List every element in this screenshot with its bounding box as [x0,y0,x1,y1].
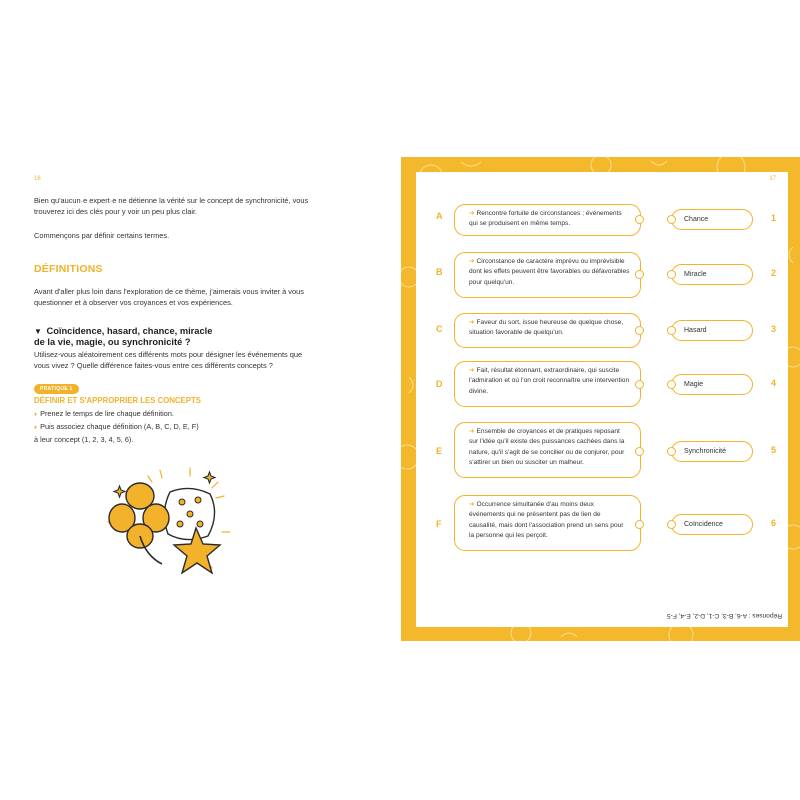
arrow-right-icon: ➜ [469,258,475,265]
connector-dot-right[interactable] [667,380,676,389]
row-number: 3 [771,324,777,334]
arrow-right-icon: ➜ [469,367,475,374]
definition-box: ➜ Ensemble de croyances et de pratiques reposant sur l'idée qu'il existe des puissances cachées dans la nature, qu'il s'agit de se concilier ou de conjurer, pour s'attirer un bien ou susciter un malheur. [454,422,641,478]
row-letter: C [436,324,443,334]
term-box: Magie [671,374,753,395]
pratique-steps [34,408,234,445]
pratique-title: DÉFINIR ET S'APPROPRIER LES CONCEPTS [34,396,201,405]
question-paragraph: Utilisez-vous aléatoirement ces différents mots pour désigner les événements que vous vivez ? Quelle différence faites-vous entre ces différents concepts ? [34,350,303,371]
definition-box: ➜ Circonstance de caractère imprévu ou imprévisible dont les effets peuvent être favorables ou défavorables pour quelqu'un. [454,252,641,298]
connector-dot-left[interactable] [635,520,644,529]
definition-box: ➜ Occurrence simultanée d'au moins deux événements qui ne présentent pas de lien de causalité, mais dont l'association prend un sens pour la personne qui les perçoit. [454,495,641,551]
definition-box: ➜ Fait, résultat étonnant, extraordinaire, qui suscite l'admiration et où l'on croit reconnaître une intervention divine. [454,361,641,407]
definitions-heading: DÉFINITIONS [34,263,103,275]
concepts-subheading [34,326,224,348]
row-number: 6 [771,518,777,528]
intro-paragraph: Bien qu'aucun·e expert·e ne détienne la vérité sur le concept de synchronicité, vous trouverez ici des clés pour y voir un peu plus clair. [34,196,309,217]
arrow-right-icon: ➜ [469,319,475,326]
definition-box: ➜ Faveur du sort, issue heureuse de quelque chose, situation favorable de quelqu'un. [454,313,641,348]
connector-dot-right[interactable] [667,270,676,279]
diamond-bullet-icon: ♦ [34,425,38,431]
term-box: Chance [671,209,753,230]
pratique-badge: PRATIQUE 1 [34,384,79,394]
connector-dot-left[interactable] [635,270,644,279]
subheading-text: Coïncidence, hasard, chance, miracle de la vie, magie, ou synchronicité ? [34,326,213,347]
connector-dot-left[interactable] [635,326,644,335]
row-number: 2 [771,268,777,278]
answers-upside-down: Réponses : A-6, B-3, C-1, D-2, E-4, F-5 [666,612,782,619]
row-number: 4 [771,378,777,388]
row-letter: E [436,446,443,456]
term-box: Miracle [671,264,753,285]
connector-dot-right[interactable] [667,215,676,224]
step-1: ♦ Prenez le temps de lire chaque définition. [34,409,174,418]
page-number-left: 16 [34,176,41,182]
term-box: Coïncidence [671,514,753,535]
exploration-paragraph: Avant d'aller plus loin dans l'exploration de ce thème, j'aimerais vous inviter à vous questionner et à observer vos croyances et vos expériences. [34,287,304,308]
arrow-right-icon: ➜ [469,210,475,217]
row-letter: F [436,519,442,529]
connector-dot-left[interactable] [635,380,644,389]
connector-dot-right[interactable] [667,520,676,529]
row-letter: A [436,211,443,221]
step-2-continued: à leur concept (1, 2, 3, 4, 5, 6). [34,435,134,444]
right-page [401,157,800,641]
triangle-down-icon: ▼ [34,327,42,336]
row-number: 1 [771,213,777,223]
term-box: Hasard [671,320,753,341]
connector-dot-right[interactable] [667,447,676,456]
clover-dice-star-icon [100,462,245,587]
left-page [0,157,400,641]
row-letter: B [436,267,443,277]
row-number: 5 [771,445,777,455]
intro-paragraph-2: Commençons par définir certains termes. [34,231,170,240]
term-box: Synchronicité [671,441,753,462]
definition-box: ➜ Rencontre fortuite de circonstances ; événements qui se produisent en même temps. [454,204,641,236]
step-2: ♦ Puis associez chaque définition (A, B, C, D, E, F) [34,422,199,431]
diamond-bullet-icon: ♦ [34,412,38,418]
page-number-right: 17 [769,176,776,182]
connector-dot-left[interactable] [635,215,644,224]
arrow-right-icon: ➜ [469,501,475,508]
connector-dot-right[interactable] [667,326,676,335]
exercise-panel [416,172,788,627]
row-letter: D [436,379,443,389]
connector-dot-left[interactable] [635,447,644,456]
arrow-right-icon: ➜ [469,428,475,435]
